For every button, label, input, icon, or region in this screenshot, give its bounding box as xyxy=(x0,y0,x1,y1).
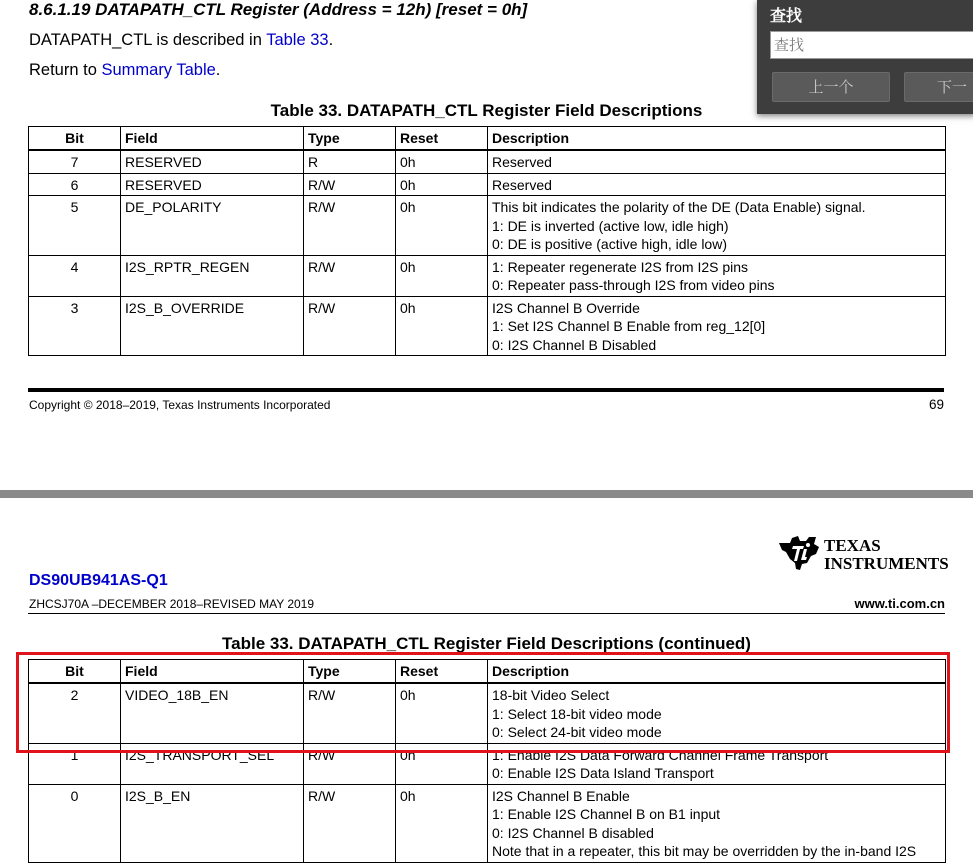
description-line: 1: Repeater regenerate I2S from I2S pins xyxy=(492,258,749,275)
reset-cell: 0h xyxy=(396,784,488,862)
description-line: 0: Enable I2S Data Island Transport xyxy=(492,765,714,781)
description-line: 0: Select 24-bit video mode xyxy=(492,724,662,740)
field-cell: I2S_TRANSPORT_SEL xyxy=(121,743,304,784)
table-row xyxy=(29,150,946,173)
description-cell xyxy=(488,296,946,356)
find-previous-button[interactable]: 上一个 xyxy=(772,72,890,102)
type-cell: R/W xyxy=(304,784,396,862)
described-in-line xyxy=(29,31,333,50)
document-revision: ZHCSJ70A –DECEMBER 2018–REVISED MAY 2019 xyxy=(29,597,315,611)
description-line: Reserved xyxy=(492,154,552,170)
bit-cell: 6 xyxy=(29,173,121,196)
page-separator xyxy=(0,490,973,498)
header-reset: Reset xyxy=(396,127,488,151)
description-line: 1: Enable I2S Channel B on B1 input xyxy=(492,806,721,822)
section-title: 8.6.1.19 DATAPATH_CTL Register (Address = 12h) [reset = 0h] xyxy=(29,0,528,19)
summary-table-link[interactable]: Summary Table xyxy=(101,61,216,79)
description-line: 1: Select 18-bit video mode xyxy=(492,705,662,722)
header-description: Description xyxy=(488,660,946,684)
ti-state-icon xyxy=(776,532,822,572)
table-caption-continued: Table 33. DATAPATH_CTL Register Field Descriptions (continued) xyxy=(222,634,751,653)
logo-line-texas: TEXAS xyxy=(824,536,881,555)
register-field-table-continued xyxy=(28,659,946,863)
type-cell: R/W xyxy=(304,683,396,743)
reset-cell: 0h xyxy=(396,173,488,196)
described-in-prefix: DATAPATH_CTL is described in xyxy=(29,31,267,49)
table-row xyxy=(29,173,946,196)
header-description: Description xyxy=(488,127,946,151)
description-line: 1: DE is inverted (active low, idle high) xyxy=(492,217,729,234)
table-row xyxy=(29,196,946,256)
table-row xyxy=(29,784,946,862)
description-line: Note that in a repeater, this bit may be overridden by the in-band I2S xyxy=(492,843,917,859)
find-input[interactable] xyxy=(770,31,973,59)
field-cell: DE_POLARITY xyxy=(121,196,304,256)
table-row xyxy=(29,296,946,356)
description-line: This bit indicates the polarity of the DE (Data Enable) signal. xyxy=(492,199,866,215)
page-footer-rule xyxy=(28,388,944,392)
header-reset: Reset xyxy=(396,660,488,684)
type-cell: R xyxy=(304,150,396,173)
description-line: Reserved xyxy=(492,176,552,193)
return-to-prefix: Return to xyxy=(29,61,102,79)
document-title-link[interactable]: DS90UB941AS-Q1 xyxy=(29,572,168,589)
header-bit: Bit xyxy=(29,660,121,684)
return-to-line xyxy=(29,61,220,80)
description-line: I2S Channel B Override xyxy=(492,299,640,316)
description-cell xyxy=(488,743,946,784)
reset-cell: 0h xyxy=(396,683,488,743)
field-cell: VIDEO_18B_EN xyxy=(121,683,304,743)
reset-cell: 0h xyxy=(396,255,488,296)
table-row xyxy=(29,683,946,743)
described-in-suffix: . xyxy=(328,31,334,49)
description-line: 1: Set I2S Channel B Enable from reg_12[0] xyxy=(492,318,766,334)
description-line: I2S Channel B Enable xyxy=(492,787,630,804)
page-number: 69 xyxy=(928,397,944,412)
bit-cell: 5 xyxy=(29,196,121,256)
header-bit: Bit xyxy=(29,127,121,151)
type-cell: R/W xyxy=(304,196,396,256)
bit-cell: 7 xyxy=(29,150,121,173)
register-field-table xyxy=(28,126,946,356)
description-line: 1: Enable I2S Data Forward Channel Frame Transport xyxy=(492,746,829,763)
description-line: 0: Repeater pass-through I2S from video pins xyxy=(492,277,775,293)
bit-cell: 4 xyxy=(29,255,121,296)
table-header-row xyxy=(29,127,946,151)
bit-cell: 3 xyxy=(29,296,121,356)
type-cell: R/W xyxy=(304,743,396,784)
field-cell: I2S_B_EN xyxy=(121,784,304,862)
type-cell: R/W xyxy=(304,173,396,196)
table-row xyxy=(29,255,946,296)
return-to-suffix: . xyxy=(215,61,221,79)
texas-instruments-logo xyxy=(776,530,949,574)
bit-cell: 2 xyxy=(29,683,121,743)
logo-line-instruments: INSTRUMENTS xyxy=(824,554,949,573)
field-cell: I2S_RPTR_REGEN xyxy=(121,255,304,296)
copyright-text: Copyright © 2018–2019, Texas Instruments Incorporated xyxy=(29,398,331,412)
description-line: 18-bit Video Select xyxy=(492,687,610,703)
find-next-button[interactable]: 下一 xyxy=(904,72,973,102)
description-cell xyxy=(488,150,946,173)
description-line: 0: DE is positive (active high, idle low) xyxy=(492,236,727,252)
reset-cell: 0h xyxy=(396,296,488,356)
description-cell xyxy=(488,683,946,743)
website-url[interactable]: www.ti.com.cn xyxy=(854,596,945,611)
header-type: Type xyxy=(304,660,396,684)
description-cell xyxy=(488,255,946,296)
header-rule xyxy=(28,613,945,614)
header-field: Field xyxy=(121,660,304,684)
description-line: 0: I2S Channel B disabled xyxy=(492,824,654,841)
description-line: 0: I2S Channel B Disabled xyxy=(492,336,657,353)
reset-cell: 0h xyxy=(396,150,488,173)
reset-cell: 0h xyxy=(396,743,488,784)
table-33-link[interactable]: Table 33 xyxy=(266,31,329,49)
description-cell xyxy=(488,173,946,196)
field-cell: I2S_B_OVERRIDE xyxy=(121,296,304,356)
header-type: Type xyxy=(304,127,396,151)
table-row xyxy=(29,743,946,784)
reset-cell: 0h xyxy=(396,196,488,256)
type-cell: R/W xyxy=(304,255,396,296)
field-cell: RESERVED xyxy=(121,150,304,173)
table-header-row xyxy=(29,660,946,684)
description-cell xyxy=(488,784,946,862)
type-cell: R/W xyxy=(304,296,396,356)
bit-cell: 1 xyxy=(29,743,121,784)
table-caption: Table 33. DATAPATH_CTL Register Field Descriptions xyxy=(270,101,703,120)
description-cell xyxy=(488,196,946,256)
find-panel xyxy=(757,0,973,114)
header-field: Field xyxy=(121,127,304,151)
bit-cell: 0 xyxy=(29,784,121,862)
field-cell: RESERVED xyxy=(121,173,304,196)
find-panel-title: 查找 xyxy=(770,8,803,25)
